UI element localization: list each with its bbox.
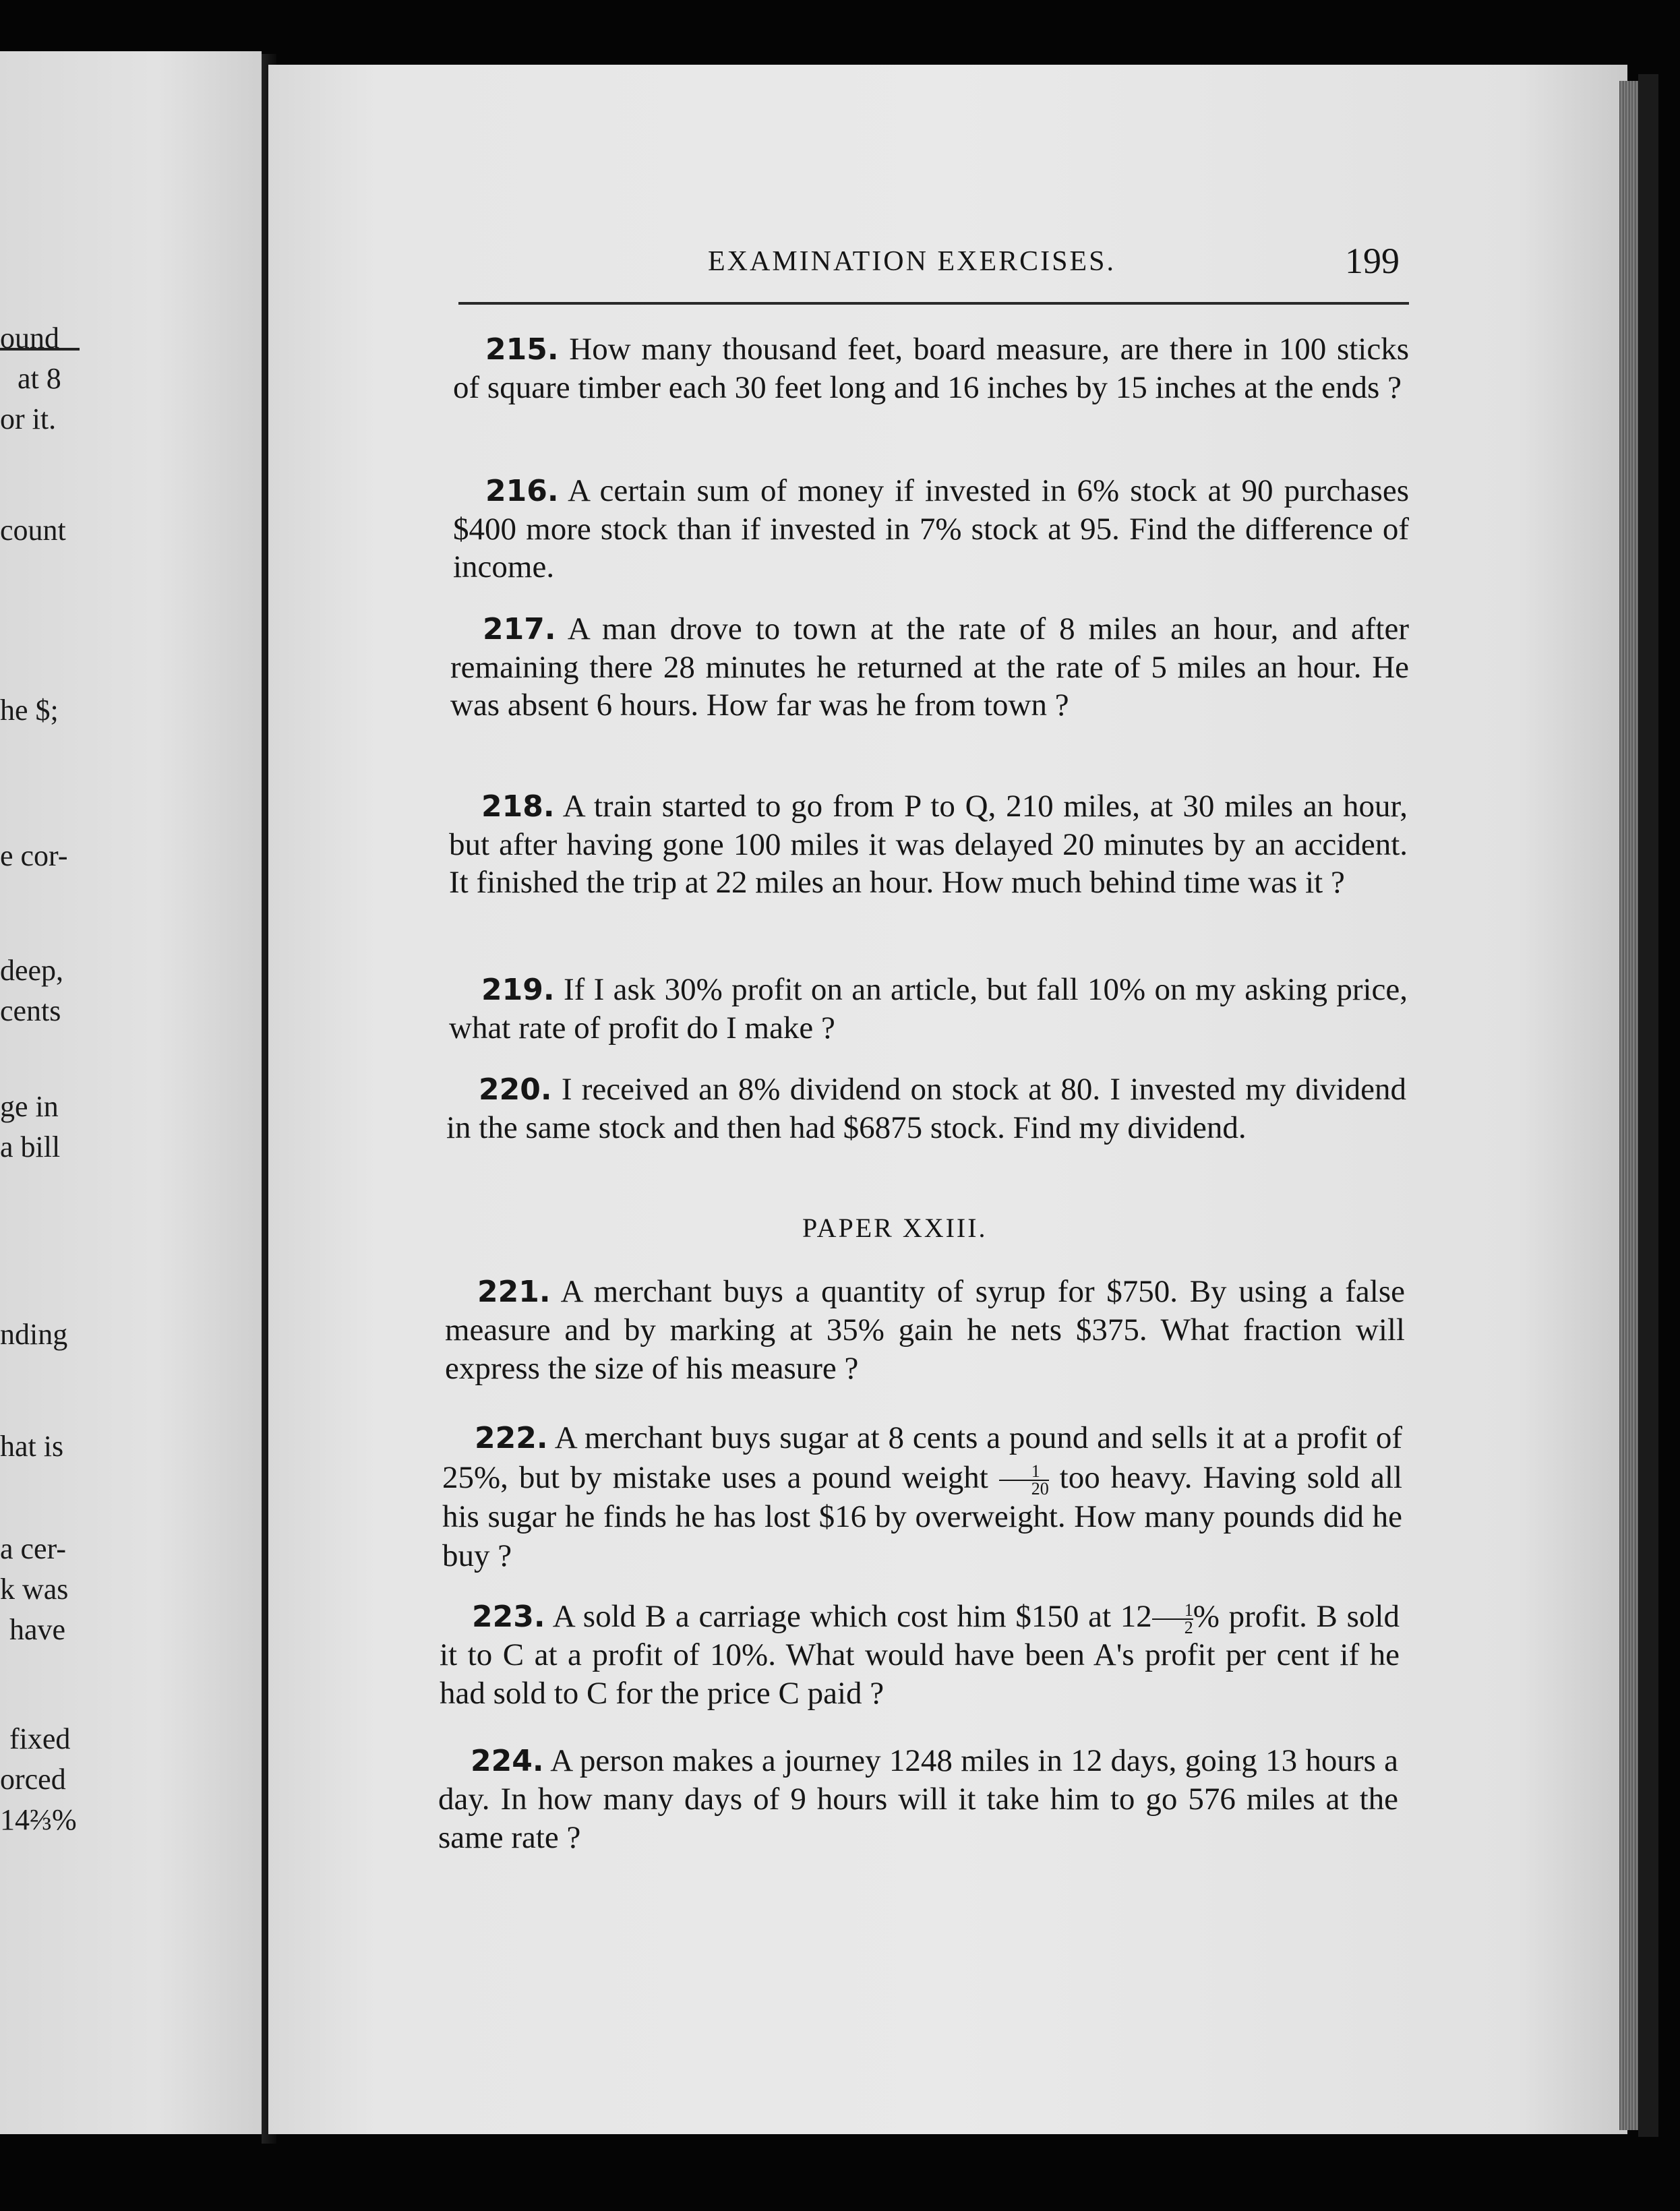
problem-number: 217. [483, 612, 556, 646]
left-fragment: deep, [0, 954, 64, 987]
problem-number: 223. [472, 1600, 545, 1634]
left-fragment: a cer- [0, 1532, 67, 1565]
left-fragment: hat is [0, 1430, 64, 1463]
running-head: EXAMINATION EXERCISES. [708, 246, 1116, 277]
page-edges [1619, 81, 1638, 2130]
problem-223 [440, 1598, 1400, 1713]
problem-number: 220. [479, 1072, 552, 1107]
left-fragment: e cor- [0, 839, 68, 872]
problem-number: 224. [471, 1744, 544, 1778]
problem-text: A merchant buys a quantity of syrup for $750. By using a false measure and by marking at 35% gain he nets $375. What fraction will express the size of his measure ? [445, 1274, 1405, 1386]
problem-220 [446, 1070, 1406, 1147]
left-facing-page [0, 51, 262, 2134]
problem-224 [438, 1742, 1398, 1857]
left-fragment: ge in [0, 1090, 59, 1123]
left-fragment: at 8 [18, 362, 61, 395]
left-fragment: or it. [0, 402, 57, 435]
problem-text: A person makes a journey 1248 miles in 12 days, going 13 hours a day. In how many days of 9 hours will it take him to go 576 miles at the same rate ? [438, 1743, 1398, 1855]
fraction [1152, 1602, 1193, 1636]
left-fragment: 14⅔% [0, 1803, 77, 1836]
book-cover-edge [1638, 74, 1658, 2137]
fraction-denominator: 20 [999, 1480, 1049, 1497]
problem-217 [450, 610, 1409, 724]
left-fragment: have [9, 1613, 66, 1646]
problem-number: 219. [481, 973, 555, 1007]
left-fragment: fixed [9, 1722, 71, 1755]
left-fragment: k was [0, 1573, 69, 1606]
header-rule [458, 302, 1409, 305]
left-fragment: ound [0, 322, 59, 355]
problem-219 [449, 971, 1408, 1047]
problem-text: If I ask 30% profit on an article, but fall 10% on my asking price, what rate of profit do I make ? [449, 972, 1408, 1046]
problem-218 [449, 787, 1408, 901]
problem-text: A merchant buys sugar at 8 cents a pound and sells it at a profit of 25%, but by mistake uses a pound weight [442, 1420, 1402, 1495]
problem-text: A sold B a carriage which cost him $150 at 12 [552, 1599, 1152, 1634]
left-fragment: cents [0, 994, 61, 1027]
problem-number: 221. [477, 1275, 551, 1309]
problem-215 [453, 330, 1409, 406]
left-fragment: count [0, 514, 66, 547]
problem-number: 215. [485, 332, 559, 367]
problem-text: % profit. B sold it to C at a profit of 10%. What would have been A's profit per cent if he had sold to C for the price C paid ? [440, 1599, 1400, 1712]
problem-text: too heavy. Having sold all his sugar he finds he has lost $16 by overweight. How many pounds did he buy ? [442, 1460, 1402, 1574]
problem-text: How many thousand feet, board measure, are there in 100 sticks of square timber each 30 feet long and 16 inches by 15 inches at the ends ? [453, 332, 1409, 405]
left-fragment: nding [0, 1318, 68, 1351]
problem-221 [445, 1273, 1405, 1388]
fraction-numerator: 1 [1031, 1461, 1040, 1482]
fraction [999, 1463, 1049, 1497]
problem-text: A certain sum of money if invested in 6% stock at 90 purchases $400 more stock than if invested in 7% stock at 95. Find the difference of income. [453, 473, 1409, 584]
problem-216 [453, 472, 1409, 586]
left-fragment: a bill [0, 1130, 61, 1163]
page-number: 199 [1345, 241, 1400, 281]
problem-number: 218. [481, 789, 555, 824]
problem-text: I received an 8% dividend on stock at 80. I invested my dividend in the same stock and then had $6875 stock. Find my dividend. [446, 1072, 1406, 1145]
problem-text: A man drove to town at the rate of 8 miles an hour, and after remaining there 28 minutes he returned at the rate of 5 miles an hour. He was absent 6 hours. How far was he from town ? [450, 611, 1409, 723]
left-fragment: he $; [0, 694, 59, 727]
problem-text: A train started to go from P to Q, 210 miles, at 30 miles an hour, but after having gone 100 miles it was delayed 20 minutes by an accident. It finished the trip at 22 miles an hour. How much behind time was it ? [449, 789, 1408, 900]
problem-number: 222. [475, 1421, 548, 1455]
fraction-denominator: 2 [1152, 1618, 1193, 1636]
problem-number: 216. [485, 474, 559, 508]
fraction-numerator: 1 [1184, 1600, 1193, 1621]
left-fragment: orced [0, 1763, 66, 1796]
section-heading: PAPER XXIII. [802, 1213, 988, 1243]
problem-222 [442, 1418, 1402, 1575]
